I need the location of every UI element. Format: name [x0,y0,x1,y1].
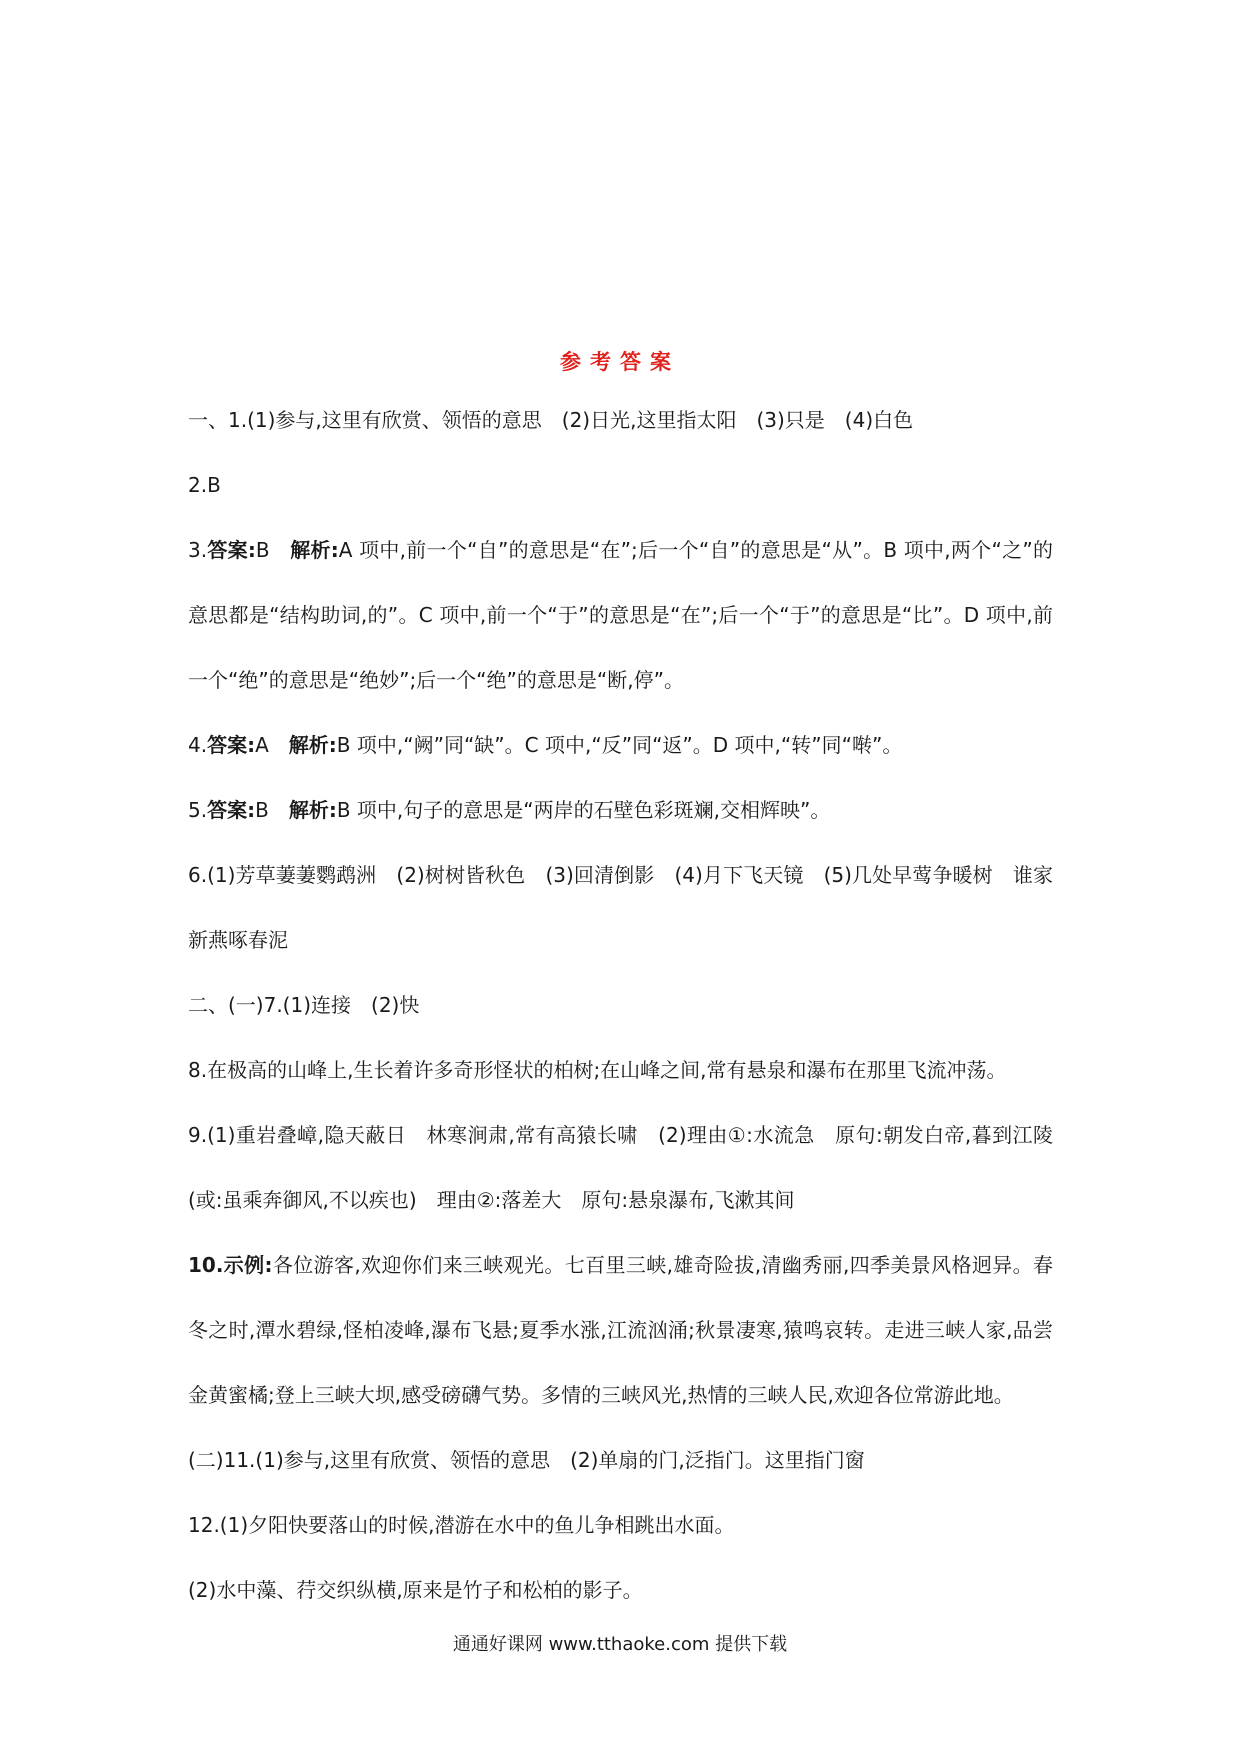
analysis-label: 解析: [290,538,339,562]
page-title: 参考答案 [560,350,680,374]
answer-item-1: 一、1.(1)参与,这里有欣赏、领悟的意思 (2)日光,这里指太阳 (3)只是 (4)白色 [188,408,914,432]
answer-item-8: 8.在极高的山峰上,生长着许多奇形怪状的柏树;在山峰之间,常有悬泉和瀑布在那里飞流冲荡。 [188,1058,1007,1082]
page-footer: 通通好课网 www.tthaoke.com 提供下载 [452,1634,788,1655]
analysis-label: 解析: [288,798,337,822]
question-number: 3. [188,538,208,562]
answer-item-7: 二、(一)7.(1)连接 (2)快 [188,993,420,1017]
answer-item-9: 9.(1)重岩叠嶂,隐天蔽日 林寒涧肃,常有高猿长啸 (2)理由①:水流急 原句:朝发白帝,暮到江陵(或:虽乘奔御风,不以疾也) 理由②:落差大 原句:悬泉瀑布,飞漱其间 [188,1123,1053,1212]
analysis-text: B 项中,“阙”同“缺”。C 项中,“反”同“返”。D 项中,“转”同“啭”。 [336,733,903,757]
question-number: 4. [188,733,208,757]
answer-label: 答案: [207,733,256,757]
answer-item-2: 2.B [188,473,221,497]
answer-item-6: 6.(1)芳草萋萋鹦鹉洲 (2)树树皆秋色 (3)回清倒影 (4)月下飞天镜 (5)几处早莺争暖树 谁家新燕啄春泥 [188,863,1053,952]
answer-item-12-1: 12.(1)夕阳快要落山的时候,潜游在水中的鱼儿争相跳出水面。 [188,1513,735,1537]
answer-label: 答案: [207,798,256,822]
answer-item-12-2: (2)水中藻、荇交织纵横,原来是竹子和松柏的影子。 [188,1578,643,1602]
answer-item-10 [188,1233,1053,1428]
analysis-text: A 项中,前一个“自”的意思是“在”;后一个“自”的意思是“从”。B 项中,两个“之”的意思都是“结构助词,的”。C 项中,前一个“于”的意思是“在”;后一个“于”的意思是“比”。D 项中,前一个“绝”的意思是“绝妙”;后一个“绝”的意思是“断,停”。 [188,538,1053,692]
answer-value: B [255,798,289,822]
analysis-label: 解析: [288,733,337,757]
example-label: 示例: [223,1253,273,1277]
answer-item-11: (二)11.(1)参与,这里有欣赏、领悟的意思 (2)单扇的门,泛指门。这里指门窗 [188,1448,865,1472]
question-number: 10. [188,1253,224,1277]
example-text: 各位游客,欢迎你们来三峡观光。七百里三峡,雄奇险拔,清幽秀丽,四季美景风格迥异。春冬之时,潭水碧绿,怪柏凌峰,瀑布飞悬;夏季水涨,江流汹涌;秋景凄寒,猿鸣哀转。走进三峡人家,品尝金黄蜜橘;登上三峡大坝,感受磅礴气势。多情的三峡风光,热情的三峡人民,欢迎各位常游此地。 [188,1253,1054,1407]
question-number: 5. [188,798,208,822]
analysis-text: B 项中,句子的意思是“两岸的石壁色彩斑斓,交相辉映”。 [336,798,831,822]
answer-item-5 [188,778,1053,843]
answer-value: B [255,538,291,562]
answer-value: A [255,733,289,757]
answer-label: 答案: [207,538,256,562]
answer-item-4 [188,713,1053,778]
answer-item-3 [188,518,1053,713]
answer-list [188,388,1053,1623]
